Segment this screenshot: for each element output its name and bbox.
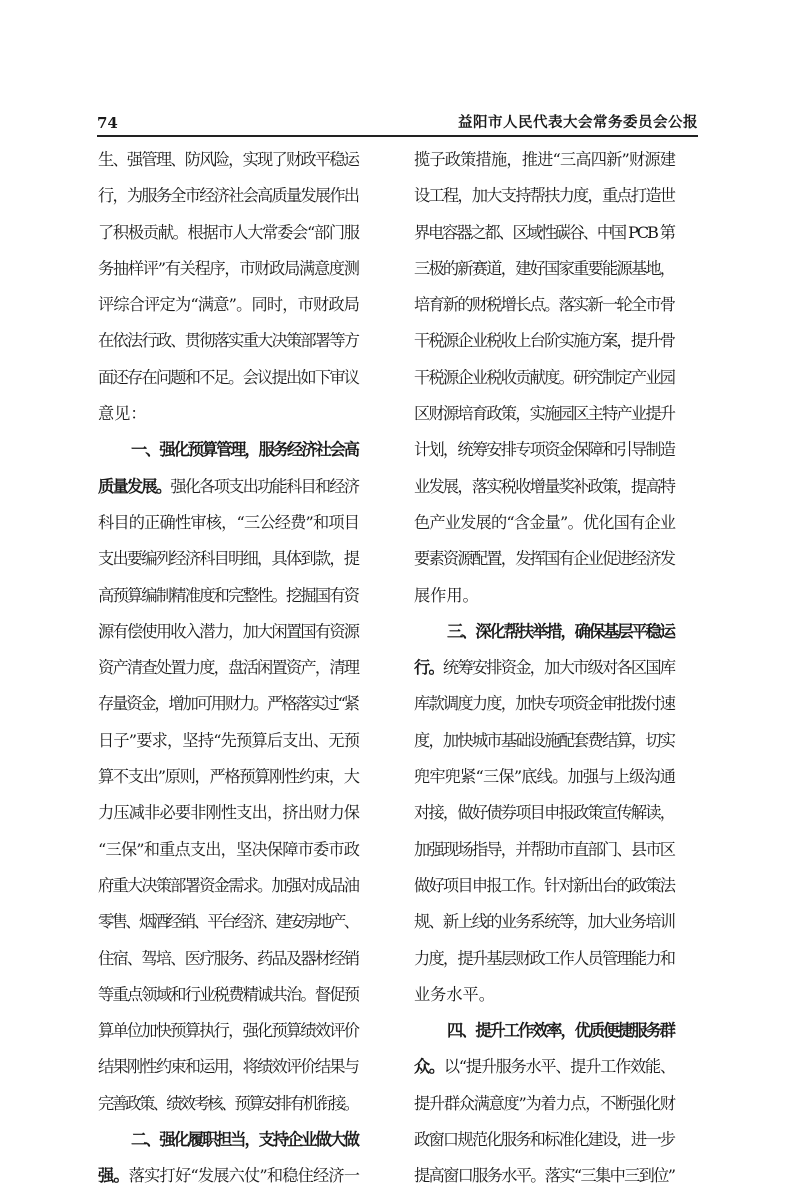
text-line bbox=[414, 1158, 676, 1194]
body-text: 零售、烟酒经销、平台经济、建安房地产、 bbox=[98, 912, 358, 932]
right-text-column bbox=[414, 142, 676, 1195]
body-text: 了积极贡献。根据市人大常委会“部门服 bbox=[98, 222, 359, 242]
text-line bbox=[414, 1122, 676, 1158]
body-text: 做好项目申报工作。针对新出台的政策法 bbox=[414, 875, 675, 895]
text-line bbox=[98, 251, 360, 287]
text-line bbox=[414, 142, 676, 178]
body-text: 度，加快城市基础设施配套费结算，切实 bbox=[414, 730, 675, 750]
body-text: 生、强管理、防风险，实现了财政平稳运 bbox=[98, 150, 359, 169]
body-text: 落实打好“发展六仗”和稳住经济一 bbox=[128, 1166, 360, 1186]
text-line bbox=[414, 759, 676, 795]
text-line bbox=[98, 614, 360, 650]
section-heading: 众。 bbox=[414, 1057, 444, 1077]
body-text: 色产业发展的“含金量”。优化国有企业 bbox=[414, 512, 676, 532]
section-heading: 一、强化预算管理，服务经济社会高 bbox=[131, 440, 358, 460]
text-line bbox=[414, 941, 676, 977]
text-line bbox=[414, 432, 676, 468]
body-text: 存量资金，增加可用财力。严格落实过“紧 bbox=[98, 694, 358, 714]
body-text: 务抽样评”有关程序，市财政局满意度测 bbox=[98, 258, 359, 278]
body-text: 培育新的财税增长点。落实新一轮全市骨 bbox=[414, 295, 675, 315]
body-text: 区财源培育政策，实施园区主特产业提升 bbox=[414, 404, 675, 424]
text-line bbox=[414, 650, 676, 686]
body-text: 库款调度力度，加快专项资金审批拨付速 bbox=[414, 694, 675, 714]
body-text: 干税源企业税收贡献度。研究制定产业园 bbox=[414, 367, 675, 387]
body-text: 住宿、驾培、医疗服务、药品及器材经销 bbox=[98, 948, 359, 968]
journal-title: 益阳市人民代表大会常务委员会公报 bbox=[458, 114, 698, 131]
page-number: 74 bbox=[97, 114, 118, 132]
text-line bbox=[414, 795, 676, 831]
text-line bbox=[98, 1122, 360, 1158]
section-heading: 二、强化履职担当，支持企业做大做 bbox=[131, 1130, 358, 1150]
body-text: 要素资源配置，发挥国有企业促进经济发 bbox=[414, 549, 675, 569]
body-text: 业发展，落实税收增量奖补政策，提高特 bbox=[414, 476, 675, 496]
body-text: 以“提升服务水平、提升工作效能、 bbox=[443, 1057, 675, 1077]
text-line bbox=[98, 686, 360, 722]
text-line bbox=[414, 832, 676, 868]
body-text: 界电容器之都、区域性碳谷、中国 PCB 第 bbox=[414, 222, 674, 242]
text-line bbox=[98, 1049, 360, 1085]
text-line bbox=[414, 215, 676, 251]
text-line bbox=[414, 723, 676, 759]
body-text: 强化各项支出功能科目和经济 bbox=[170, 476, 359, 496]
body-text: 行，为服务全市经济社会高质量发展作出 bbox=[98, 186, 359, 206]
section-heading: 行。 bbox=[414, 658, 443, 678]
text-line bbox=[98, 178, 360, 214]
body-text: 展作用。 bbox=[414, 585, 479, 605]
body-text: 意见： bbox=[98, 404, 147, 424]
text-line bbox=[98, 1013, 360, 1049]
body-text: 源有偿使用收入潜力，加大闲置国有资源 bbox=[98, 621, 359, 641]
body-text: 等重点领域和行业税费精诚共治。督促预 bbox=[98, 984, 359, 1004]
text-line bbox=[414, 868, 676, 904]
text-line bbox=[98, 432, 360, 468]
text-line bbox=[98, 396, 360, 432]
text-line bbox=[414, 505, 676, 541]
body-text: “三保”和重点支出，坚决保障市委市政 bbox=[98, 839, 360, 859]
body-text: 算单位加快预算执行，强化预算绩效评价 bbox=[98, 1021, 359, 1041]
text-line bbox=[414, 360, 676, 396]
body-text: 高预算编制精准度和完整性。挖掘国有资 bbox=[98, 585, 359, 605]
text-line bbox=[414, 614, 676, 650]
text-line bbox=[98, 323, 360, 359]
text-line bbox=[414, 541, 676, 577]
text-line bbox=[414, 396, 676, 432]
body-text: 计划，统筹安排专项资金保障和引导制造 bbox=[414, 440, 675, 460]
body-text: 力度，提升基层财政工作人员管理能力和 bbox=[414, 948, 675, 968]
body-text: 评综合评定为“满意”。同时，市财政局 bbox=[98, 295, 360, 315]
text-line bbox=[98, 505, 360, 541]
text-line bbox=[98, 795, 360, 831]
section-heading: 强。 bbox=[98, 1166, 129, 1186]
body-text: 面还存在问题和不足。会议提出如下审议 bbox=[98, 367, 359, 387]
section-heading: 四、提升工作效率，优质便捷服务群 bbox=[447, 1021, 674, 1041]
text-line bbox=[414, 904, 676, 940]
body-text: 日子”要求，坚持“先预算后支出、无预 bbox=[98, 730, 360, 750]
body-text: 完善政策、绩效考核、预算安排有机衔接。 bbox=[98, 1093, 358, 1113]
body-text: 设工程，加大支持帮扶力度，重点打造世 bbox=[414, 186, 675, 206]
text-line bbox=[98, 977, 360, 1013]
text-line bbox=[98, 287, 360, 323]
body-text: 规、新上线的业务系统等，加大业务培训 bbox=[414, 912, 675, 932]
text-line bbox=[98, 1086, 360, 1122]
body-text: 算不支出”原则，严格预算刚性约束，大 bbox=[98, 767, 359, 787]
body-text: 干税源企业税收上台阶实施方案，提升骨 bbox=[414, 331, 675, 351]
body-text: 提升群众满意度”为着力点，不断强化财 bbox=[414, 1093, 675, 1113]
text-line bbox=[414, 287, 676, 323]
text-line bbox=[98, 650, 360, 686]
text-line bbox=[98, 868, 360, 904]
text-line bbox=[98, 723, 360, 759]
section-heading: 三、深化帮扶举措，确保基层平稳运 bbox=[447, 621, 674, 641]
body-text: 结果刚性约束和运用，将绩效评价结果与 bbox=[98, 1057, 359, 1077]
body-text: 对接，做好债券项目申报政策宣传解读， bbox=[414, 803, 675, 823]
left-text-column bbox=[98, 142, 360, 1195]
body-text: 业务水平。 bbox=[414, 984, 495, 1004]
text-line bbox=[414, 469, 676, 505]
text-line bbox=[98, 904, 360, 940]
text-line bbox=[98, 360, 360, 396]
text-line bbox=[414, 251, 676, 287]
text-line bbox=[98, 759, 360, 795]
section-heading: 质量发展。 bbox=[98, 476, 171, 496]
body-text: 科目的正确性审核，“三公经费”和项目 bbox=[98, 512, 360, 532]
body-text: 提高窗口服务水平。落实“三集中三到位” bbox=[414, 1166, 675, 1186]
page-header bbox=[97, 113, 698, 137]
body-text: 兜牢兜紧“三保”底线。加强与上级沟通 bbox=[414, 767, 676, 787]
text-line bbox=[414, 686, 676, 722]
text-line bbox=[414, 1086, 676, 1122]
text-line bbox=[98, 541, 360, 577]
body-text: 府重大决策部署资金需求。加强对成品油 bbox=[98, 875, 359, 895]
text-line bbox=[98, 1158, 360, 1194]
text-line bbox=[98, 142, 360, 178]
body-text: 在依法行政、贯彻落实重大决策部署等方 bbox=[98, 331, 359, 351]
text-line bbox=[414, 323, 676, 359]
text-line bbox=[98, 469, 360, 505]
text-line bbox=[414, 578, 676, 614]
text-line bbox=[414, 977, 676, 1013]
text-line bbox=[414, 178, 676, 214]
text-line bbox=[98, 578, 360, 614]
body-text: 资产清查处置力度，盘活闲置资产，清理 bbox=[98, 658, 359, 678]
text-line bbox=[98, 832, 360, 868]
body-text: 加强现场指导，并帮助市直部门、县市区 bbox=[414, 839, 675, 859]
text-line bbox=[414, 1013, 676, 1049]
body-text: 政窗口规范化服务和标准化建设，进一步 bbox=[414, 1130, 675, 1150]
text-line bbox=[98, 941, 360, 977]
text-line bbox=[98, 215, 360, 251]
body-text: 三极的新赛道，建好国家重要能源基地， bbox=[414, 258, 675, 278]
body-text: 力压减非必要非刚性支出，挤出财力保 bbox=[98, 803, 360, 823]
text-line bbox=[414, 1049, 676, 1085]
body-text: 揽子政策措施，推进“三高四新”财源建 bbox=[414, 150, 676, 169]
body-text: 支出要编列经济科目明细，具体到款，提 bbox=[98, 549, 359, 569]
body-text: 统筹安排资金，加大市级对各区国库 bbox=[442, 658, 675, 678]
